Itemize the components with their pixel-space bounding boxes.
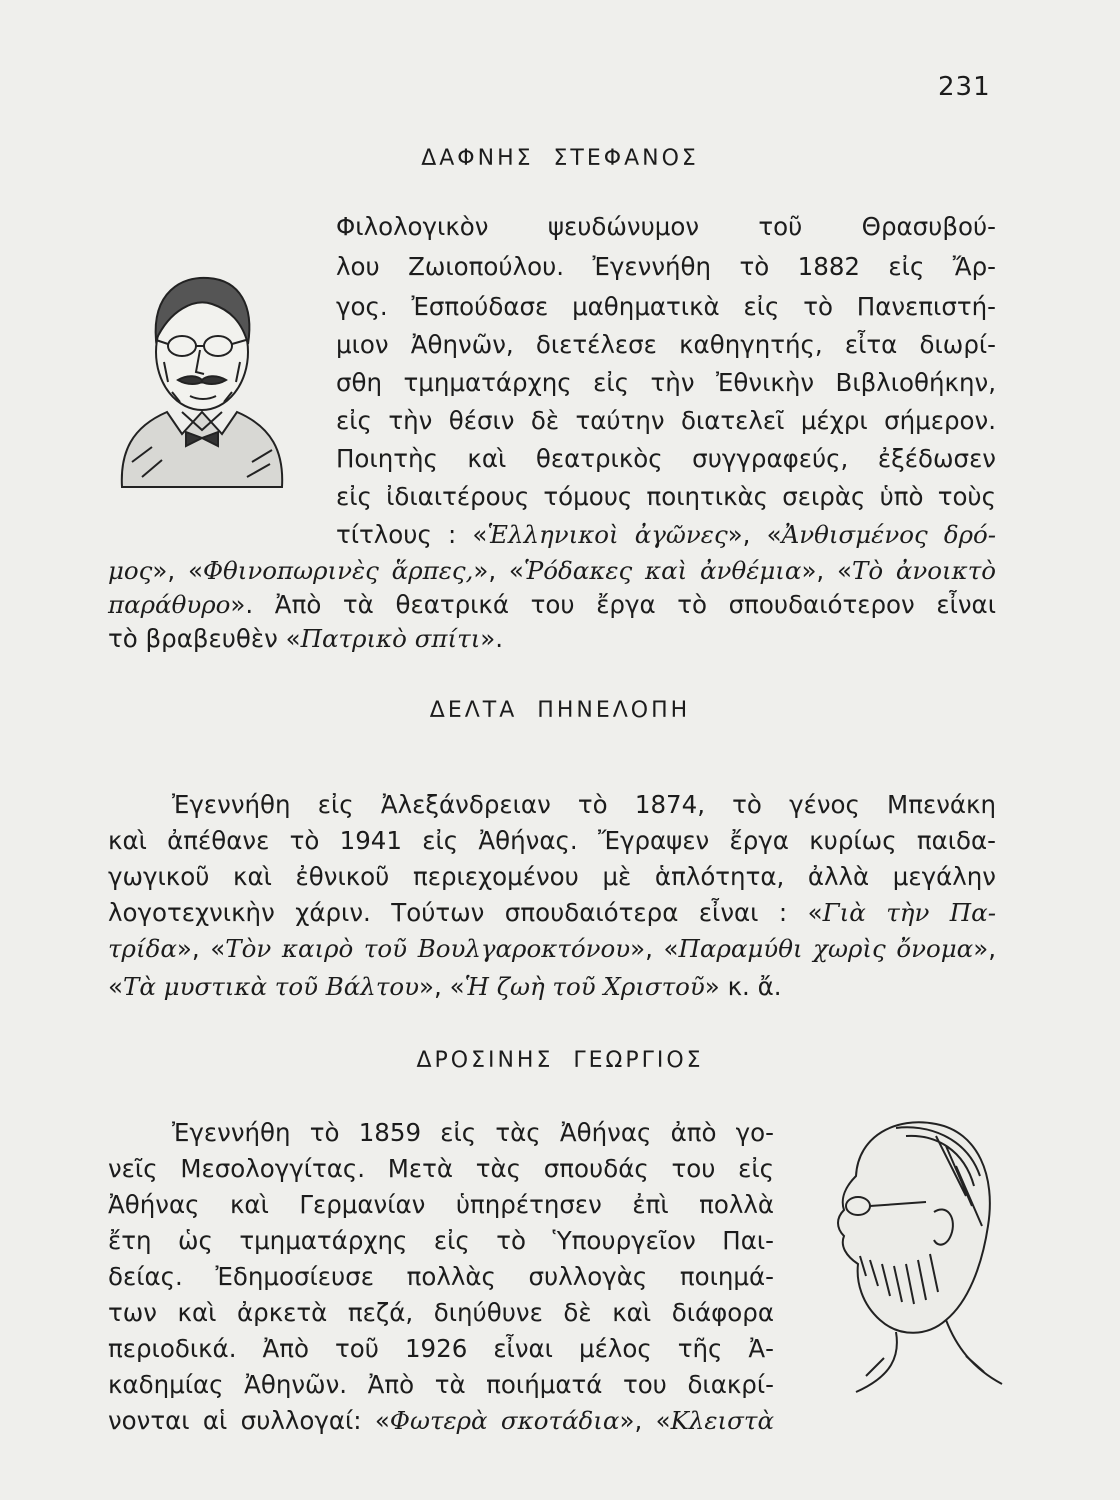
text-line: περιοδικά. Ἀπὸ τοῦ 1926 εἶναι μέλος τῆς Ἀ- [108, 1334, 774, 1363]
title-italic: Τὰ μυστικὰ τοῦ Βάλτου [123, 972, 420, 1001]
title-italic: Ῥόδακες καὶ ἀνθέμια [523, 556, 802, 585]
text-line-titles: λογοτεχνικὴν χάριν. Τούτων σπουδαιότερα εἶναι : «Γιὰ τὴν Πα- [108, 898, 996, 927]
title-italic: Ἀνθισμένος δρό- [781, 520, 996, 549]
text-line: εἰς ἰδιαιτέρους τόμους ποιητικὰς σειρὰς ὑπὸ τοὺς [336, 482, 996, 511]
text-line: Ποιητὴς καὶ θεατρικὸς συγγραφεύς, ἐξέδωσεν [336, 444, 996, 473]
text-line-titles: τρίδα», «Τὸν καιρὸ τοῦ Βουλγαροκτόνου», «Παραμύθι χωρὶς ὄνομα», [108, 934, 997, 963]
text-line-titles: «Τὰ μυστικὰ τοῦ Βάλτου», «Ἡ ζωὴ τοῦ Χριστοῦ» κ. ἄ. [108, 972, 782, 1001]
text-line: γος. Ἐσπούδασε μαθηματικὰ εἰς τὸ Πανεπιστή- [336, 292, 996, 321]
title-italic: Γιὰ τὴν Πα- [822, 898, 996, 927]
title-italic: παράθυρο [108, 590, 231, 619]
title-italic: Φθινοπωρινὲς ἅρπες, [202, 556, 474, 585]
title-italic: Πατρικὸ σπίτι [300, 624, 481, 653]
title-italic: Φωτερὰ σκοτάδια [389, 1406, 620, 1435]
text-line: σθη τμηματάρχης εἰς τὴν Ἐθνικὴν Βιβλιοθήκην, [336, 368, 996, 397]
title-italic: Ἡ ζωὴ τοῦ Χριστοῦ [464, 972, 705, 1001]
text-line: Φιλολογικὸν ψευδώνυμον τοῦ Θρασυβού- [336, 212, 996, 241]
text-line-titles: τίτλους : «Ἑλληνικοὶ ἀγῶνες», «Ἀνθισμένος δρό- [336, 520, 996, 549]
heading-delta-pinelopi: ΔΕΛΤΑ ΠΗΝΕΛΟΠΗ [429, 698, 691, 723]
text-line: δείας. Ἐδημοσίευσε πολλὰς συλλογὰς ποιημά- [108, 1262, 774, 1291]
text-line: Ἀθήνας καὶ Γερμανίαν ὑπηρέτησεν ἐπὶ πολλὰ [108, 1190, 774, 1219]
text-line: καὶ ἀπέθανε τὸ 1941 εἰς Ἀθήνας. Ἔγραψεν ἔργα κυρίως παιδα- [108, 826, 996, 855]
title-italic: τρίδα [108, 934, 177, 963]
title-italic: Ἑλληνικοὶ ἀγῶνες [487, 520, 728, 549]
heading-drosinis-georgios: ΔΡΟΣΙΝΗΣ ΓΕΩΡΓΙΟΣ [416, 1048, 704, 1073]
text-line: νεῖς Μεσολογγίτας. Μετὰ τὰς σπουδάς του εἰς [108, 1154, 774, 1183]
heading-dafnis-stefanos: ΔΑΦΝΗΣ ΣΤΕΦΑΝΟΣ [421, 146, 699, 171]
text-line-titles: νονται αἱ συλλογαί: «Φωτερὰ σκοτάδια», «Κλειστὰ [108, 1406, 774, 1435]
text-line-titles: τὸ βραβευθὲν «Πατρικὸ σπίτι». [108, 624, 504, 653]
text-line-titles: παράθυρο». Ἀπὸ τὰ θεατρικά του ἔργα τὸ σπουδαιότερον εἶναι [108, 590, 996, 619]
title-italic: Τὸν καιρὸ τοῦ Βουλγαροκτόνου [225, 934, 631, 963]
text-line: εἰς τὴν θέσιν δὲ ταύτην διατελεῖ μέχρι σήμερον. [336, 406, 996, 435]
text-line-titles: μος», «Φθινοπωρινὲς ἅρπες,», «Ῥόδακες καὶ ἀνθέμια», «Τὸ ἀνοικτὸ [108, 556, 997, 585]
portrait-dafnis-stefanos [112, 262, 292, 502]
text-line: λου Ζωιοπούλου. Ἐγεννήθη τὸ 1882 εἰς Ἄρ- [336, 252, 996, 281]
text-line: ἔτη ὡς τμηματάρχης εἰς τὸ Ὑπουργεῖον Παι- [108, 1226, 774, 1255]
text-line: Ἐγεννήθη τὸ 1859 εἰς τὰς Ἀθήνας ἀπὸ γο- [172, 1118, 774, 1147]
title-italic: Παραμύθι χωρὶς ὄνομα [678, 934, 974, 963]
portrait-drosinis-georgios [796, 1106, 1006, 1396]
title-italic: Τὸ ἀνοικτὸ [851, 556, 997, 585]
text-line: γωγικοῦ καὶ ἐθνικοῦ περιεχομένου μὲ ἁπλότητα, ἀλλὰ μεγάλην [108, 862, 996, 891]
title-italic: Κλειστὰ [670, 1406, 774, 1435]
title-italic: μος [108, 556, 153, 585]
page-number: 231 [938, 72, 991, 102]
text-line: των καὶ ἀρκετὰ πεζά, διηύθυνε δὲ καὶ διάφορα [108, 1298, 774, 1327]
text-line: μιον Ἀθηνῶν, διετέλεσε καθηγητής, εἶτα διωρί- [336, 330, 996, 359]
text-line: Ἐγεννήθη εἰς Ἀλεξάνδρειαν τὸ 1874, τὸ γένος Μπενάκη [172, 790, 996, 819]
text-line: καδημίας Ἀθηνῶν. Ἀπὸ τὰ ποιήματά του διακρί- [108, 1370, 774, 1399]
